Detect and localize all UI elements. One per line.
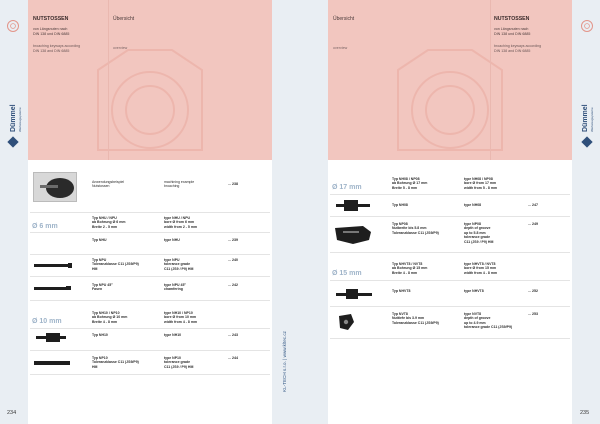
nh10-type-de: Typ NH10 bbox=[92, 333, 108, 337]
nh08-page-link[interactable]: ... 247 bbox=[528, 203, 538, 207]
nhu-page-link[interactable]: ... 239 bbox=[228, 238, 238, 242]
npu-type-en: type NPU tolerance grade C11 (JS9 / P9) HM bbox=[164, 258, 194, 271]
left-overview-en: overview bbox=[113, 46, 128, 50]
left-page-number: 234 bbox=[7, 410, 17, 416]
nhvt8-type-de: Typ NHVT8 bbox=[392, 289, 411, 293]
row-divider bbox=[30, 254, 270, 255]
nhu-type-de: Typ NHU bbox=[92, 238, 107, 242]
row-divider bbox=[30, 212, 270, 213]
group-6-head-de: Typ NHU / NPU ab Bohrung Ø 6 mm Breite 2 - 5 mm bbox=[92, 216, 126, 229]
np10-type-de: Typ NP10 Toleranzklasse C11 (JS9/P9) HM bbox=[92, 356, 139, 369]
example-page-link[interactable]: ... 238 bbox=[228, 182, 238, 186]
target-icon bbox=[6, 19, 20, 33]
row-divider bbox=[30, 374, 270, 375]
nhvt8-type-en: type NHVT8 bbox=[464, 289, 484, 293]
target-icon bbox=[580, 19, 594, 33]
nvt8-page-link[interactable]: ... 253 bbox=[528, 312, 538, 316]
np10-type-en: type NP10 tolerance grade C11 (JS9 / P9) HM bbox=[164, 356, 194, 369]
row-divider bbox=[330, 280, 570, 281]
right-header-divider bbox=[490, 0, 491, 160]
row-divider bbox=[30, 276, 270, 277]
right-header-title: NUTSTOSSEN bbox=[494, 16, 530, 22]
nh08-type-en: type NH08 bbox=[464, 203, 482, 207]
group-15-head-de: Typ NHVT8 / NVT8 ab Bohrung Ø 15 mm Breite 4 - 8 mm bbox=[392, 262, 428, 275]
right-header-sub-en: broaching keyways according DIN 138 and DIN 6885 bbox=[494, 44, 542, 53]
row-divider bbox=[30, 328, 270, 329]
row-divider bbox=[330, 306, 570, 307]
npu45-page-link[interactable]: ... 242 bbox=[228, 283, 238, 287]
group-17-head-en: type NH08 / NP08 bore Ø from 17 mm width from 5 - 8 mm bbox=[464, 177, 498, 190]
right-page-number: 235 bbox=[580, 410, 590, 416]
row-divider bbox=[330, 194, 570, 195]
group-10-head-en: type NH10 / NP10 bore Ø from 10 mm width from 4 - 8 mm bbox=[164, 311, 198, 324]
nhvt8-page-link[interactable]: ... 252 bbox=[528, 289, 538, 293]
row-divider bbox=[330, 338, 570, 339]
example-image bbox=[33, 172, 77, 202]
group-10-head-de: Typ NH10 / NP10 ab Bohrung Ø 10 mm Breite 4 - 8 mm bbox=[92, 311, 128, 324]
left-header-divider bbox=[108, 0, 109, 160]
np08-type-de: Typ NP08 Nutbreite bis 5.8 mm Toleranzklasse C11 (JS9/P9) bbox=[392, 222, 439, 235]
example-desc-en: machining example broaching bbox=[164, 180, 195, 189]
group-6-head-en: type NHU / NPU bore Ø from 6 mm width from 2 - 5 mm bbox=[164, 216, 198, 229]
npu-type-de: Typ NPU Toleranzklasse C11 (JS9/P9) HM bbox=[92, 258, 139, 271]
right-brand-tagline: Werkzeugsysteme bbox=[590, 107, 594, 132]
nhu-type-en: type NHU bbox=[164, 238, 180, 242]
left-header-title: NUTSTOSSEN bbox=[33, 16, 69, 22]
left-sidebar bbox=[0, 0, 28, 424]
nh10-tool-head bbox=[46, 333, 60, 342]
group-17-head-de: Typ NH08 / NP08 ab Bohrung Ø 17 mm Breite 5 - 8 mm bbox=[392, 177, 428, 190]
broaching-example-icon bbox=[34, 173, 76, 201]
group-10-diameter: Ø 10 mm bbox=[32, 318, 62, 325]
nh08-type-de: Typ NH08 bbox=[392, 203, 408, 207]
nh10-page-link[interactable]: ... 243 bbox=[228, 333, 238, 337]
left-brand-logo bbox=[6, 19, 20, 33]
group-17-diameter: Ø 17 mm bbox=[332, 184, 362, 191]
right-header bbox=[328, 0, 572, 160]
insert-tool-icon bbox=[333, 222, 373, 246]
right-sidebar bbox=[572, 0, 600, 424]
group-15-diameter: Ø 15 mm bbox=[332, 270, 362, 277]
np08-page-link[interactable]: ... 249 bbox=[528, 222, 538, 226]
watermark-icon bbox=[328, 0, 572, 160]
watermark-icon bbox=[28, 0, 272, 160]
left-brand-tagline: Werkzeugsysteme bbox=[18, 107, 22, 132]
nhvt8-tool-head bbox=[346, 289, 358, 299]
row-divider bbox=[330, 252, 570, 253]
right-overview-en: overview bbox=[333, 46, 348, 50]
left-header-sub-en: broaching keyways according DIN 138 and DIN 6885 bbox=[33, 44, 81, 53]
left-header bbox=[28, 0, 272, 160]
nvt8-type-de: Typ NVT8 Nuttiefe bis 3.9 mm Toleranzklasse C11 (JS9/P9) bbox=[392, 312, 439, 325]
np10-tool-image bbox=[34, 361, 70, 365]
left-brand-name: Dümmel bbox=[10, 104, 17, 132]
nvt8-type-en: type NVT8 depth of groove up to 4.9 mm tolerance grade C11 (JS9/P9) bbox=[464, 312, 513, 330]
left-overview-title: Übersicht bbox=[113, 16, 135, 22]
np08-type-en: type NP08 depth of groove up to 5.8 mm tolerance grade C11 (JS9 / P9) HM bbox=[464, 222, 494, 244]
left-side-text: KL-TECH s.r.o. | www.kltec.cz bbox=[282, 331, 287, 392]
row-divider bbox=[30, 300, 270, 301]
left-header-sub-de: von Längsnuten nach DIN 138 und DIN 6885 bbox=[33, 27, 70, 36]
right-header-sub-de: von Längsnuten nach DIN 138 und DIN 6885 bbox=[494, 27, 531, 36]
npu-tool-tip bbox=[68, 263, 72, 268]
nh10-type-en: type NH10 bbox=[164, 333, 182, 337]
group-6-diameter: Ø 6 mm bbox=[32, 223, 58, 230]
nvt8-tool-image bbox=[336, 312, 356, 332]
np08-tool-image bbox=[333, 222, 373, 246]
npu45-tool-tip bbox=[66, 286, 71, 290]
np10-page-link[interactable]: ... 244 bbox=[228, 356, 238, 360]
right-overview-title: Übersicht bbox=[333, 16, 355, 22]
right-brand-name: Dümmel bbox=[582, 104, 589, 132]
row-divider bbox=[30, 350, 270, 351]
npu-tool-image bbox=[34, 264, 70, 267]
npu45-type-en: type NPU 45° chamfering bbox=[164, 283, 186, 292]
row-divider bbox=[330, 216, 570, 217]
group-15-head-en: type NHVT8 / NVT8 bore Ø from 15 mm width from 4 - 8 mm bbox=[464, 262, 498, 275]
right-gutter bbox=[300, 0, 328, 424]
nh08-tool-head bbox=[344, 200, 358, 211]
insert-tool-icon bbox=[336, 312, 356, 332]
npu45-type-de: Typ NPU 45° Fasen bbox=[92, 283, 113, 292]
row-divider bbox=[30, 232, 270, 233]
npu-page-link[interactable]: ... 240 bbox=[228, 258, 238, 262]
right-brand-logo bbox=[580, 19, 594, 33]
example-desc-de: Anwendungsbeispiel Nutstossen bbox=[92, 180, 125, 189]
npu45-tool-image bbox=[34, 287, 68, 290]
